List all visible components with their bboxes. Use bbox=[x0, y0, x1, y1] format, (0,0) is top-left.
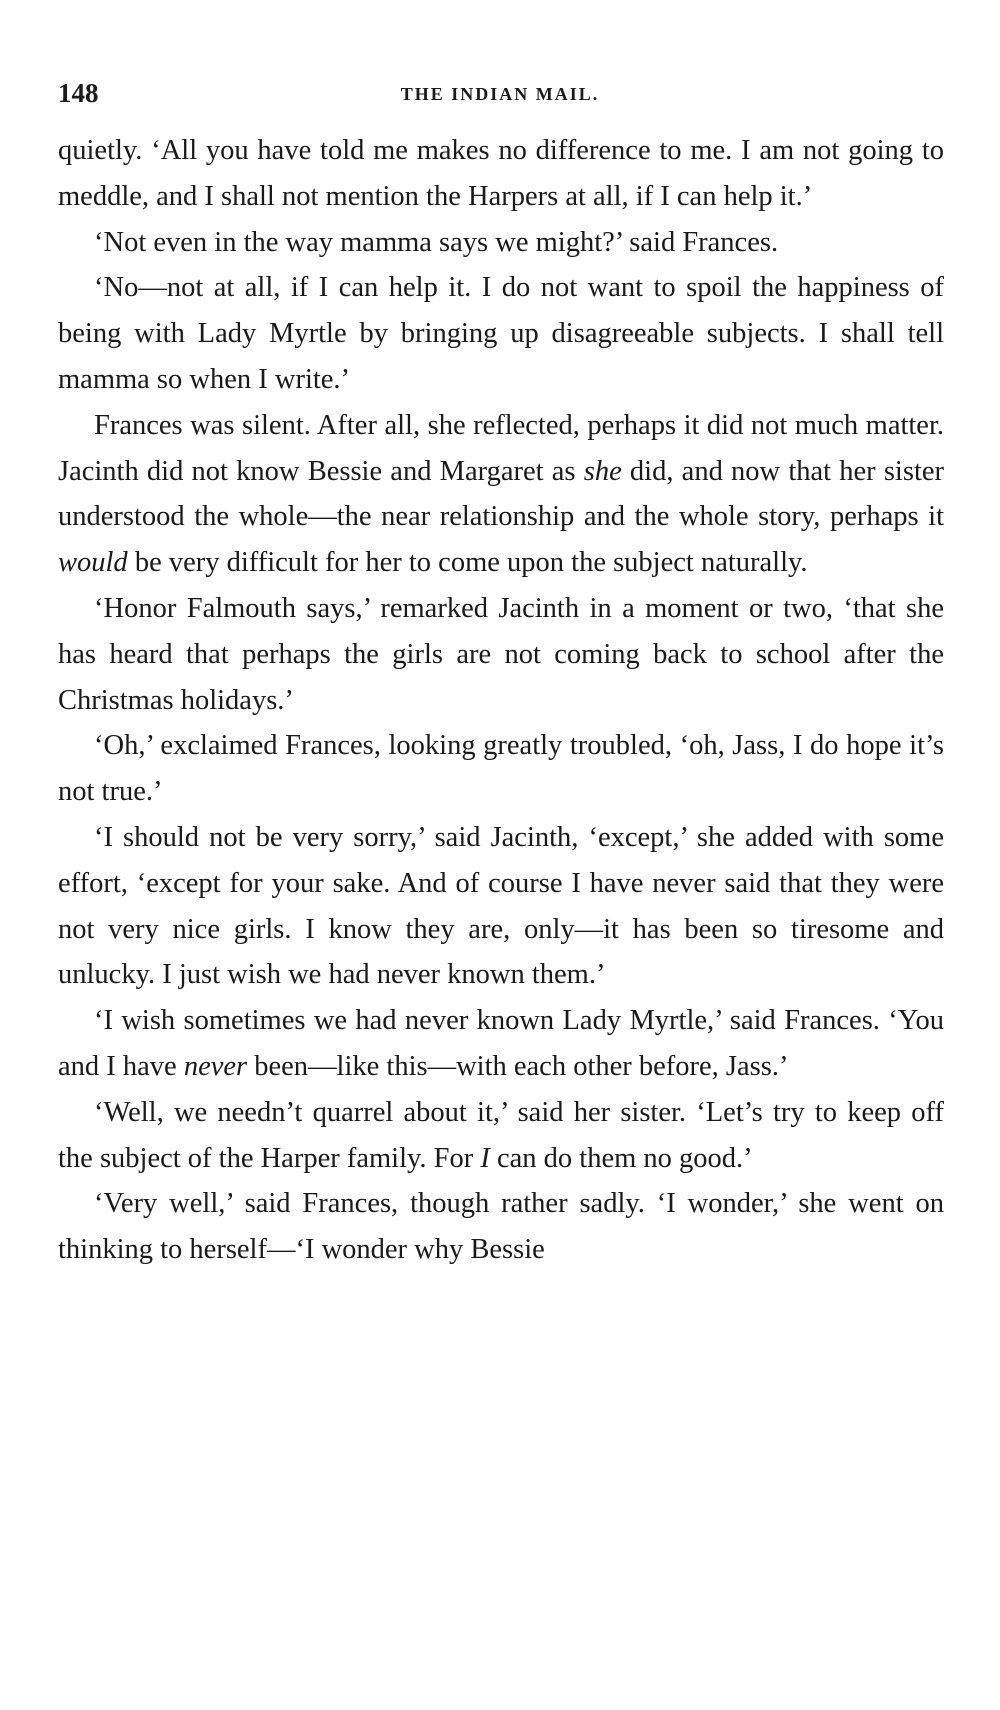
paragraph: ‘I should not be very sorry,’ said Jacinth, ‘except,’ she added with some effort, ‘except for your sake. And of course I have never said that they were not very nice girls. I know they are, only—it has been so tiresome and unlucky. I just wish we had never known them.’ bbox=[58, 821, 944, 991]
emphasis-text: I bbox=[480, 1142, 490, 1174]
paragraph-text: be very difficult for her to come upon the subject naturally. bbox=[127, 547, 808, 579]
page-header bbox=[58, 78, 942, 114]
emphasis-text: she bbox=[583, 455, 622, 487]
running-title: THE INDIAN MAIL. bbox=[400, 84, 600, 104]
paragraph-text: ‘Well, we needn’t quarrel about it,’ said her sister. ‘Let’s try to keep off the subject of the Harper family. For bbox=[58, 1096, 944, 1174]
paragraph: ‘Oh,’ exclaimed Frances, looking greatly troubled, ‘oh, Jass, I do hope it’s not true.’ bbox=[58, 730, 944, 808]
paragraph bbox=[58, 403, 944, 586]
paragraph bbox=[58, 998, 944, 1090]
emphasis-text: never bbox=[183, 1050, 248, 1082]
paragraph-text: been—like this—with each other before, Jass.’ bbox=[247, 1050, 789, 1082]
paragraph: ‘Very well,’ said Frances, though rather sadly. ‘I wonder,’ she went on thinking to herself—‘I wonder why Bessie bbox=[58, 1188, 944, 1266]
body-text bbox=[58, 128, 944, 1273]
paragraph: ‘Honor Falmouth says,’ remarked Jacinth in a moment or two, ‘that she has heard that perhaps the girls are not coming back to school after the Christmas holidays.’ bbox=[58, 592, 944, 716]
paragraph-text: did, and now that her sister understood the whole—the near relationship and the whole story, perhaps it bbox=[58, 455, 944, 533]
paragraph bbox=[58, 1090, 944, 1182]
paragraph: ‘No—not at all, if I can help it. I do not want to spoil the happiness of being with Lady Myrtle by bringing up disagreeable subjects. I shall tell mamma so when I write.’ bbox=[58, 272, 944, 395]
page-number: 148 bbox=[58, 78, 99, 108]
paragraph-text: ‘I wish sometimes we had never known Lady Myrtle,’ said Frances. ‘You and I have bbox=[58, 1005, 944, 1082]
emphasis-text: would bbox=[58, 547, 128, 579]
paragraph: quietly. ‘All you have told me makes no difference to me. I am not going to meddle, and I shall not mention the Harpers at all, if I can help it.’ bbox=[58, 135, 944, 212]
paragraph-text: Frances was silent. After all, she reflected, perhaps it did not much matter. Jacinth did not know Bessie and Margaret as bbox=[58, 409, 944, 487]
paragraph-text: can do them no good.’ bbox=[489, 1142, 753, 1174]
paragraph: ‘Not even in the way mamma says we might?’ said Frances. bbox=[94, 226, 779, 258]
